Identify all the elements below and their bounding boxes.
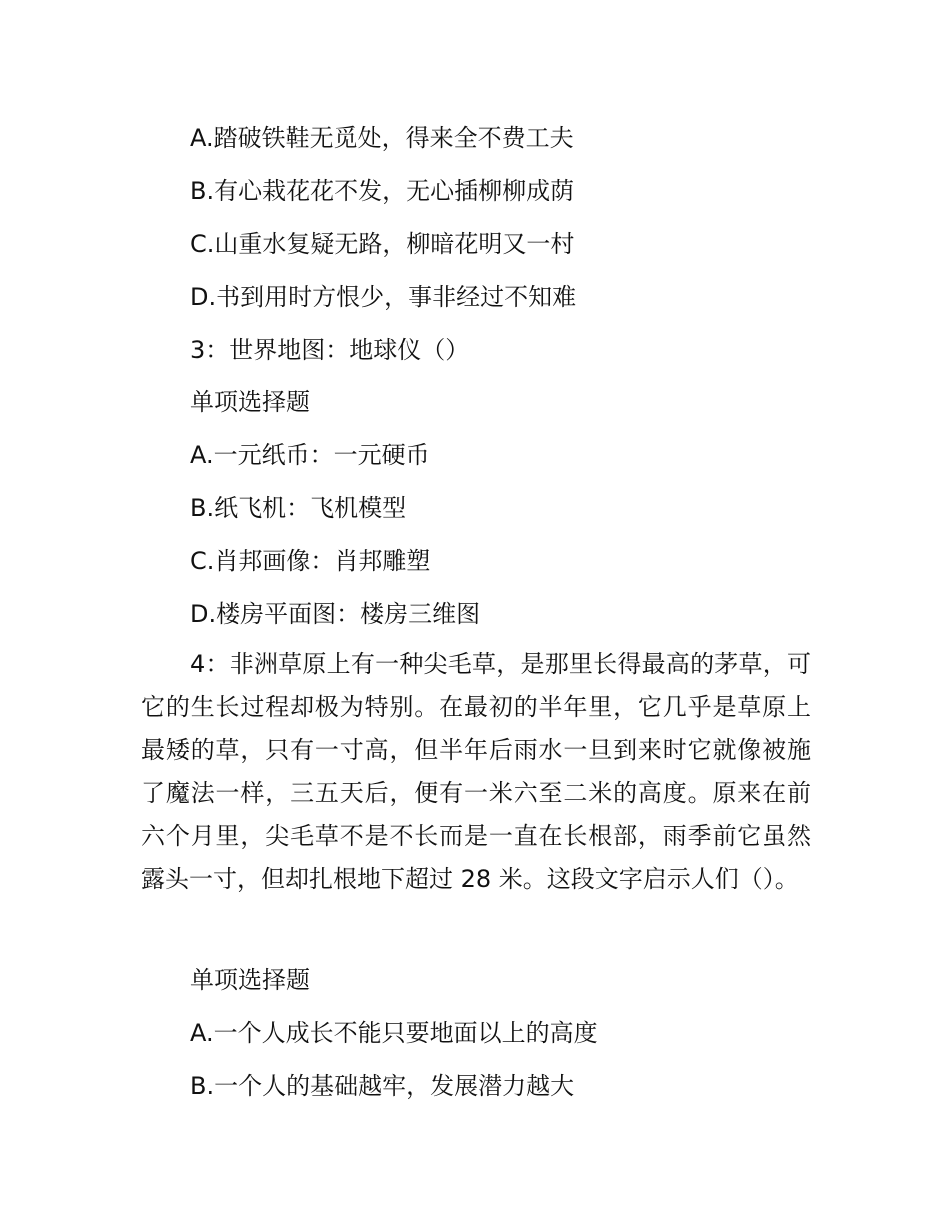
q4-option-b: B.一个人的基础越牢，发展潜力越大 bbox=[190, 1072, 575, 1100]
q3-stem: 3：世界地图：地球仪（） bbox=[190, 336, 470, 364]
q3-option-a: A.一元纸币：一元硬币 bbox=[190, 441, 430, 469]
q4-type: 单项选择题 bbox=[190, 966, 310, 994]
q2-option-c: C.山重水复疑无路，柳暗花明又一村 bbox=[190, 230, 575, 258]
q3-type: 单项选择题 bbox=[190, 388, 310, 416]
q4-stem: 4：非洲草原上有一种尖毛草，是那里长得最高的茅草，可它的生长过程却极为特别。在最初的半年里，它几乎是草原上最矮的草，只有一寸高，但半年后雨水一旦到来时它就像被施了魔法一样，三五天后，便有一米六至二米的高度。原来在前六个月里，尖毛草不是不长而是一直在长根部，雨季前它虽然露头一寸，但却扎根地下超过 28 米。这段文字启示人们（）。 bbox=[141, 650, 811, 893]
q4-option-a: A.一个人成长不能只要地面以上的高度 bbox=[190, 1019, 598, 1047]
q3-option-d: D.楼房平面图：楼房三维图 bbox=[190, 600, 481, 628]
q2-option-a: A.踏破铁鞋无觅处，得来全不费工夫 bbox=[190, 124, 574, 152]
q3-option-b: B.纸飞机：飞机模型 bbox=[190, 494, 407, 522]
q2-option-d: D.书到用时方恨少，事非经过不知难 bbox=[190, 283, 577, 311]
q3-option-c: C.肖邦画像：肖邦雕塑 bbox=[190, 547, 431, 575]
q2-option-b: B.有心栽花花不发，无心插柳柳成荫 bbox=[190, 177, 575, 205]
